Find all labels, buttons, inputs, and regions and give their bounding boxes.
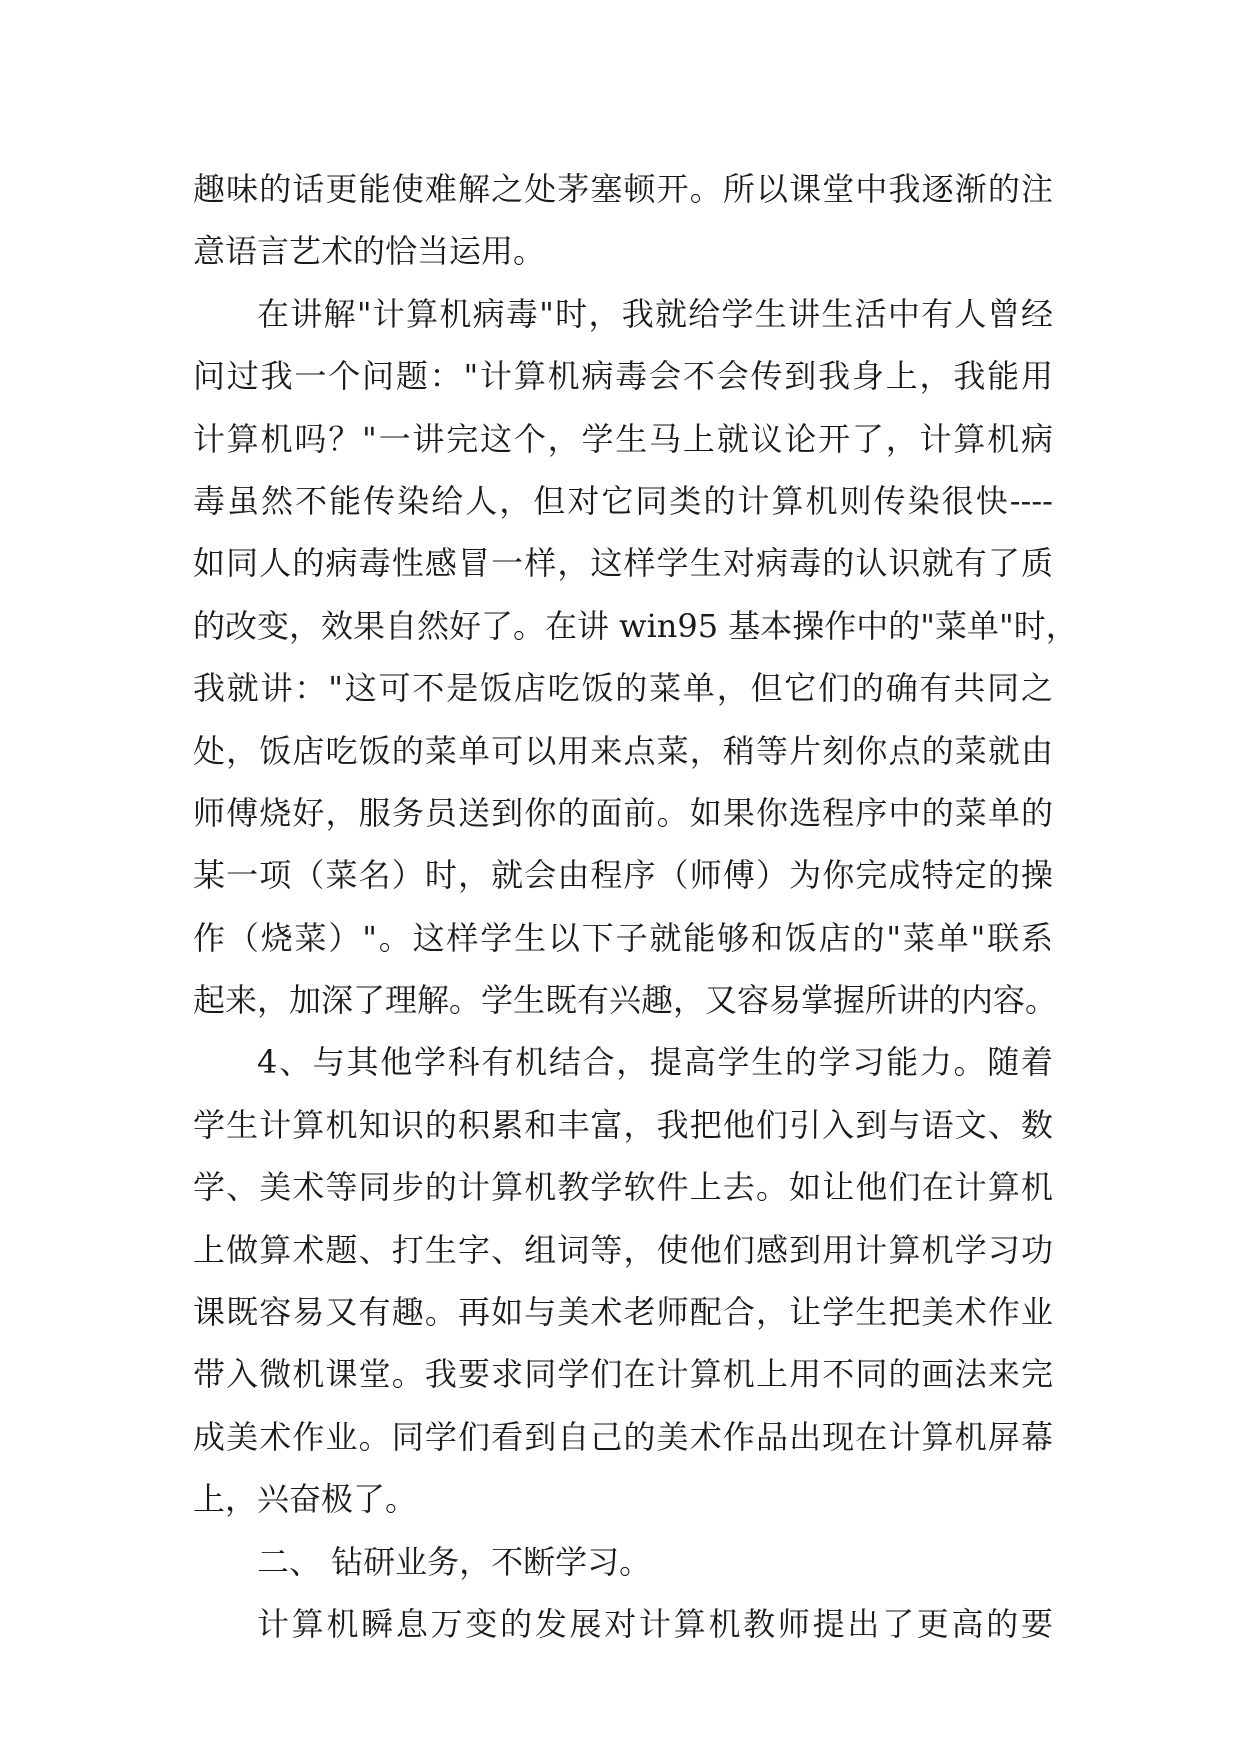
text-line: 课既容易又有趣。再如与美术老师配合，让学生把美术作业 — [193, 1293, 1053, 1332]
text-line: 学、美术等同步的计算机教学软件上去。如让他们在计算机 — [193, 1168, 1053, 1207]
section-heading: 二、 钻研业务，不断学习。 — [257, 1542, 652, 1581]
text-line: 某一项（菜名）时，就会由程序（师傅）为你完成特定的操 — [193, 856, 1053, 895]
text-line: 起来，加深了理解。学生既有兴趣，又容易掌握所讲的内容。 — [193, 981, 1058, 1020]
text-line: 意语言艺术的恰当运用。 — [193, 232, 546, 271]
text-line: 上，兴奋极了。 — [193, 1480, 418, 1519]
text-line: 毒虽然不能传染给人，但对它同类的计算机则传染很快---- — [193, 481, 1053, 520]
paragraph-start-line: 在讲解"计算机病毒"时，我就给学生讲生活中有人曾经 — [257, 294, 1053, 333]
text-line: 上做算术题、打生字、组词等，使他们感到用计算机学习功 — [193, 1230, 1053, 1269]
paragraph-start-line: 4、与其他学科有机结合，提高学生的学习能力。随着 — [257, 1043, 1053, 1082]
text-line: 作（烧菜）"。这样学生以下子就能够和饭店的"菜单"联系 — [193, 918, 1053, 957]
text-line: 问过我一个问题："计算机病毒会不会传到我身上，我能用 — [193, 357, 1053, 396]
paragraph-start-line: 计算机瞬息万变的发展对计算机教师提出了更高的要 — [257, 1604, 1053, 1643]
text-line: 处，饭店吃饭的菜单可以用来点菜，稍等片刻你点的菜就由 — [193, 731, 1053, 770]
text-line: 成美术作业。同学们看到自己的美术作品出现在计算机屏幕 — [193, 1417, 1053, 1456]
text-line: 学生计算机知识的积累和丰富，我把他们引入到与语文、数 — [193, 1105, 1053, 1144]
text-line: 趣味的话更能使难解之处茅塞顿开。所以课堂中我逐渐的注 — [193, 170, 1053, 208]
text-line: 的改变，效果自然好了。在讲 win95 基本操作中的"菜单"时， — [193, 606, 1078, 645]
text-line: 带入微机课堂。我要求同学们在计算机上用不同的画法来完 — [193, 1355, 1053, 1394]
text-line: 如同人的病毒性感冒一样，这样学生对病毒的认识就有了质 — [193, 544, 1053, 583]
body-text — [193, 158, 1078, 1655]
text-line: 我就讲："这可不是饭店吃饭的菜单，但它们的确有共同之 — [193, 669, 1053, 708]
text-line: 师傅烧好，服务员送到你的面前。如果你选程序中的菜单的 — [193, 793, 1053, 832]
text-line: 计算机吗？"一讲完这个，学生马上就议论开了，计算机病 — [193, 419, 1053, 458]
